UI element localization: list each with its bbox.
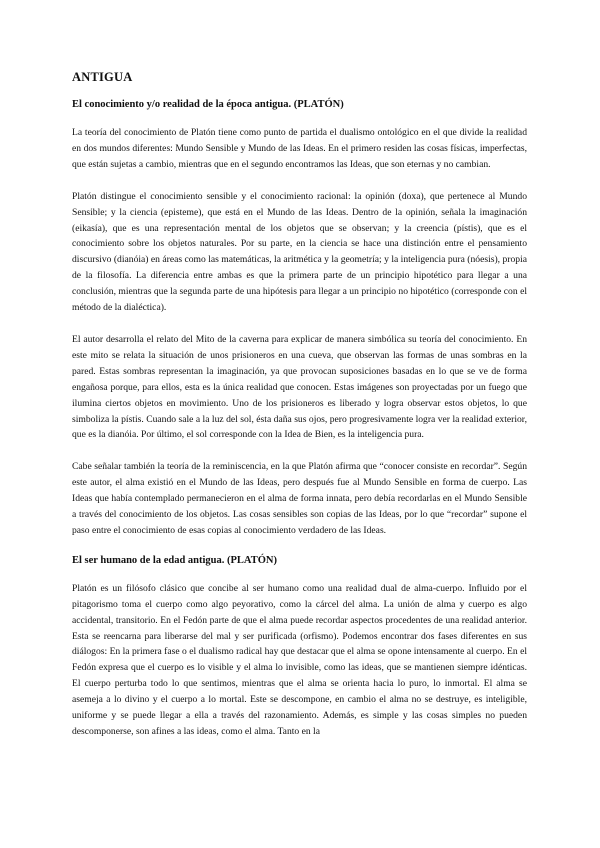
section-heading-ser-humano: El ser humano de la edad antigua. (PLATÓN): [72, 554, 277, 566]
paragraph-alma-cuerpo: Platón es un filósofo clásico que concibe al ser humano como una realidad dual de alma-cuerpo. Influido por el pitagorismo toma el cuerpo como algo peyorativo, como la cárcel del alma. La unión de alma y cuerpo es algo accidental, transitorio. En el Fedón parte de que el alma puede recordar aspectos procedentes de una realidad anterior. Esta se reencarna para liberarse del mal y ser purificada (orfismo). Podemos encontrar dos fases diferentes en sus diálogos: En la primera fase o el dualismo radical hay que destacar que el alma se opone intensamente al cuerpo. En el Fedón expresa que el cuerpo es lo visible y el alma lo invisible, como las ideas, que se mantienen siempre idénticas. El cuerpo perturba todo lo que sentimos, mientras que el alma se orienta hacia lo puro, lo inmortal. El alma se asemeja a lo divino y el cuerpo a lo mortal. Este se descompone, en cambio el alma no se destruye, es inteligible, uniforme y se puede llegar a ella a través del razonamiento. Además, es simple y las cosas simples no pueden descomponerse, son afines a las ideas, como el alma. Tanto en la: [72, 582, 527, 737]
document-title: ANTIGUA: [72, 70, 133, 84]
section-heading-conocimiento: El conocimiento y/o realidad de la época antigua. (PLATÓN): [72, 99, 344, 110]
paragraph-mito-caverna: El autor desarrolla el relato del Mito de la caverna para explicar de manera simbólica su teoría del conocimiento. En este mito se relata la situación de unos prisioneros en una cueva, que observan las formas de unas sombras en la pared. Estas sombras representan la imaginación, ya que provocan suposiciones basadas en lo que se ve de forma engañosa porque, para ellos, esta es la única realidad que conocen. Estas imágenes son proyectadas por un fuego que ilumina ciertos objetos en movimiento. Uno de los prisioneros es liberado y logra observar estos objetos, lo que simboliza la pístis. Cuando sale a la luz del sol, ésta daña sus ojos, pero progresivamente logra ver la realidad exterior, que es la dianóia. Por último, el sol corresponde con la Idea de Bien, es la inteligencia pura.: [72, 333, 527, 441]
document-page: [72, 70, 527, 740]
paragraph-reminiscencia: Cabe señalar también la teoría de la reminiscencia, en la que Platón afirma que “conocer consiste en recordar”. Según este autor, el alma existió en el Mundo de las Ideas, pero después fue al Mundo Sensible en forma de cuerpo. Las Ideas que había contemplado permanecieron en el alma de forma innata, pero debía recordarlas en el Mundo Sensible a través del conocimiento de los objetos. Las cosas sensibles son copias de las Ideas, por lo que “recordar” supone el paso entre el conocimiento de esas copias al conocimiento verdadero de las Ideas.: [72, 461, 527, 536]
paragraph-opinion-ciencia: Platón distingue el conocimiento sensible y el conocimiento racional: la opinión (doxa), que pertenece al Mundo Sensible; y la ciencia (episteme), que está en el Mundo de las Ideas. Dentro de la opinión, señala la imaginación (eikasía), que es una representación mental de los objetos que se observan; y la creencia (pístis), que es el conocimiento sobre los objetos naturales. Por su parte, en la ciencia se hace una distinción entre el pensamiento discursivo (dianóia) en áreas como las matemáticas, la aritmética y la geometría; y la inteligencia pura (nóesis), propia de la filosofía. La diferencia entre ambas es que la primera parte de un principio hipotético para llegar a una conclusión, mientras que la segunda parte de una hipótesis para llegar a un principio no hipotético (corresponde con el método de la dialéctica).: [72, 190, 527, 314]
paragraph-dualismo: La teoría del conocimiento de Platón tiene como punto de partida el dualismo ontológico en el que divide la realidad en dos mundos diferentes: Mundo Sensible y Mundo de las Ideas. En el primero residen las cosas físicas, imperfectas, que están sujetas a cambio, mientras que en el segundo encontramos las Ideas, que son eternas y no cambian.: [72, 127, 527, 170]
